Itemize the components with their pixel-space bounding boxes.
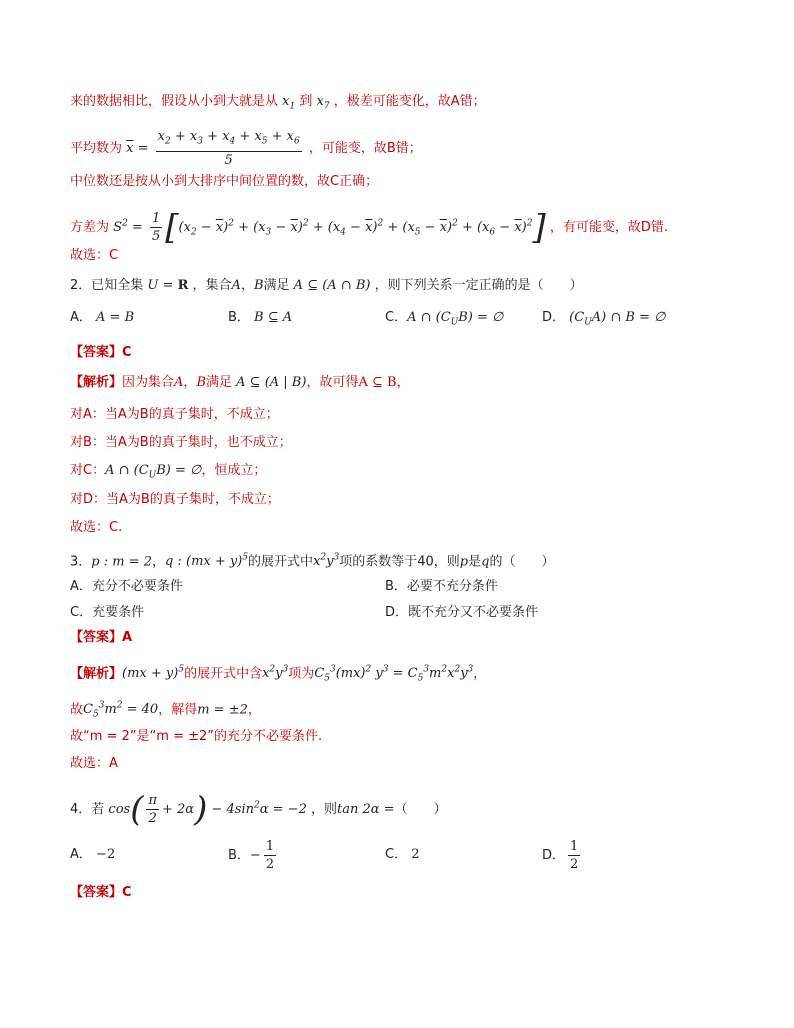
- q2-analysis-d: 对D：当A为B的真子集时，不成立；: [70, 492, 280, 507]
- q4-stem: 4．若 cos( $\frac{\pi}{2}$ + $2\alpha) - 4\sin^2\alpha = -2$ ，则tan 2α =（ ）: [70, 789, 447, 830]
- q2-analysis: 【解析】因为集合A，B满足 A ⊆ (A | B)，故可得A ⊆ B，: [70, 375, 410, 390]
- sol1-choose: 故选：C: [70, 248, 119, 263]
- q3-answer: 【答案】A: [70, 630, 133, 645]
- q2-option-d: D． $(C_UA)$ ∩ B = ∅: [542, 310, 666, 328]
- q2-option-a: A． A = B: [70, 310, 135, 325]
- math-x1: $x_1$: [282, 94, 296, 112]
- q2-choose: 故选：C.: [70, 520, 123, 535]
- sol1-line-median: 中位数还是按从小到大排序中间位置的数，故C正确；: [70, 174, 379, 189]
- q3-analysis-line3: 故“m = 2”是“m = ±2”的充分不必要条件.: [70, 729, 323, 744]
- q2-stem: 2．已知全集 U = R ，集合A，B满足 A ⊆ (A ∩ B) ，则下列关系一定正确的是（ ）: [70, 278, 583, 293]
- math-mean-formula: $\overline{x}$ = $\frac{x_2 + x_3 + x_4 + x_5 + x_6}{5}$: [126, 129, 300, 168]
- math-variance-formula: $S^2$ = $\frac{1}{5}$ $[(x_2 - \overline{x})^2 + (x_3 - \overline{x})^2 + (x_4 - \overline{x})^2 + (x_5 - \overline{x})^2 + (x_6 - \overline{x})^2]$: [113, 207, 546, 248]
- q4-answer: 【答案】C: [70, 885, 132, 900]
- q3-analysis-line2: 故$C_5^3m^2 = 40$，解得m = ±2，: [70, 701, 261, 720]
- q2-analysis-a: 对A：当A为B的真子集时，不成立；: [70, 407, 279, 422]
- q2-option-b: B． B ⊆ A: [228, 310, 293, 325]
- math-x7: $x_7$: [316, 94, 330, 112]
- sol1-line-variance: 方差为 $S^2$ = $\frac{1}{5}$ $[(x_2 - \overline{x})^2 + (x_3 - \overline{x})^2 + (x_4 - \overline{x})^2 + (x_5 - \overline{x})^2 + (x_6 - \overline{x})^2]$ ，有可能变，故D错.: [70, 207, 669, 248]
- q3-analysis: 【解析】(mx + y)$^5$的展开式中含$x^2y^3$项为$C_5^3(mx)^2$ $y^3 = C_5^3m^2x^2y^3$，: [70, 665, 487, 684]
- q2-option-c: C．A ∩ $(C_UB)$ = ∅: [385, 310, 504, 328]
- q3-stem: 3．p : m = 2，q : (mx + y)$^5$的展开式中$x^2y^3$项的系数等于40，则p是q的（ ）: [70, 553, 555, 570]
- q3-option-d: D．既不充分又不必要条件: [385, 605, 539, 620]
- q4-option-b: B．− $\frac{1}{2}$: [228, 839, 275, 872]
- math-q4-equation: cos( $\frac{\pi}{2}$ + $2\alpha) - 4\sin^2\alpha = -2$: [108, 789, 311, 830]
- q4-option-a: A． −2: [70, 847, 116, 862]
- q3-choose: 故选：A: [70, 756, 118, 771]
- sol1-line-mean: 平均数为 $\overline{x}$ = $\frac{x_2 + x_3 + x_4 + x_5 + x_6}{5}$ ，可能变，故B错；: [70, 129, 422, 168]
- q3-option-a: A．充分不必要条件: [70, 579, 183, 594]
- q3-option-c: C．充要条件: [70, 605, 145, 620]
- math-subset-cond: A ⊆ (A ∩ B): [293, 278, 371, 293]
- q2-analysis-b: 对B：当A为B的真子集时，也不成立；: [70, 435, 292, 450]
- q3-option-b: B．必要不充分条件: [385, 579, 498, 594]
- q4-option-c: C． 2: [385, 847, 420, 862]
- sol1-line-range: 来的数据相比，假设从小到大就是从 $x_1$ 到 $x_7$ ，极差可能变化，故A错；: [70, 94, 486, 112]
- q2-analysis-c: 对C：A ∩ $(C_UB)$ = ∅，恒成立；: [70, 463, 267, 481]
- q2-answer: 【答案】C: [70, 345, 132, 360]
- q4-option-d: D． $\frac{1}{2}$: [542, 839, 579, 872]
